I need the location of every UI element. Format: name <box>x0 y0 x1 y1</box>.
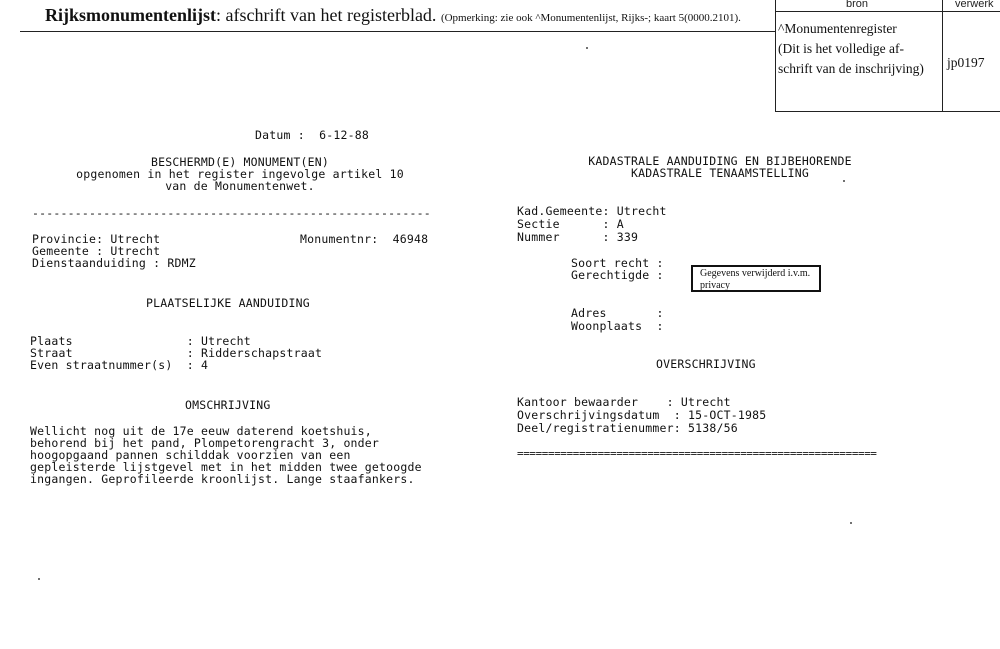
gerechtigde-line: Gerechtigde : <box>571 268 664 282</box>
scan-speck <box>38 578 40 580</box>
straatnummer-line: Even straatnummer(s) : 4 <box>30 358 209 372</box>
datum-line: Datum : 6-12-88 <box>255 128 369 142</box>
straat-line: Straat : Ridderschapstraat <box>30 346 323 360</box>
document-title <box>45 5 741 26</box>
bron-line-3: schrift van de inschrijving) <box>778 61 924 76</box>
monumentnr-line: Monumentnr: 46948 <box>300 232 429 246</box>
verwerk-code: jp0197 <box>947 55 985 70</box>
overschrijving-heading: OVERSCHRIJVING <box>656 357 756 371</box>
gemeente-line: Gemeente : Utrecht <box>32 244 161 258</box>
plaatselijke-heading: PLAATSELIJKE AANDUIDING <box>146 296 310 310</box>
bron-line-1: ^Monumentenregister <box>778 21 897 36</box>
dash-separator: -------------------------------------------------------- <box>32 206 431 220</box>
sectie-line: Sectie : A <box>517 217 624 231</box>
plaats-line: Plaats : Utrecht <box>30 334 251 348</box>
bron-text <box>778 19 924 79</box>
soort-recht-line: Soort recht : <box>571 256 664 270</box>
kadastrale-heading-1: KADASTRALE AANDUIDING EN BIJBEHORENDE <box>588 154 852 168</box>
nummer-line: Nummer : 339 <box>517 230 639 244</box>
registratienummer-line: Deel/registratienummer: 5138/56 <box>517 421 738 435</box>
monument-heading-1: BESCHERMD(E) MONUMENT(EN) <box>150 155 330 169</box>
kadastrale-heading-2: KADASTRALE TENAAMSTELLING <box>630 166 810 180</box>
description-line-5: ingangen. Geprofileerde kroonlijst. Lange staafankers. <box>30 472 415 486</box>
bron-column-border <box>775 0 776 112</box>
description-line-4: gepleisterde lijstgevel met in het midden twee getoogde <box>30 460 422 474</box>
scan-speck <box>586 47 588 49</box>
privacy-redaction-box: Gegevens verwijderd i.v.m. privacy <box>691 265 821 292</box>
title-bold: Rijksmonumentenlijst <box>45 5 217 25</box>
title-note: (Opmerking: zie ook ^Monumentenlijst, Rijks-; kaart 5(0000.2101). <box>440 12 741 24</box>
kad-gemeente-line: Kad.Gemeente: Utrecht <box>517 204 667 218</box>
overschrijvingsdatum-line: Overschrijvingsdatum : 15-OCT-1985 <box>517 408 767 422</box>
monument-heading-2: opgenomen in het register ingevolge artikel 10 <box>76 167 404 181</box>
adres-line: Adres : <box>571 306 664 320</box>
monument-heading-3: van de Monumentenwet. <box>165 179 315 193</box>
column-header-rule <box>775 11 1000 12</box>
title-rest: : afschrift van het registerblad. <box>216 5 437 25</box>
dienstaanduiding-line: Dienstaanduiding : RDMZ <box>32 256 196 270</box>
woonplaats-line: Woonplaats : <box>571 319 664 333</box>
verwerk-column-border <box>942 0 943 112</box>
description-line-3: hoogopgaand pannen schilddak voorzien van een <box>30 448 351 462</box>
omschrijving-heading: OMSCHRIJVING <box>185 398 271 412</box>
verwerk-column-header: verwerk <box>955 0 994 10</box>
description-line-2: behorend bij het pand, Plompetorengracht 3, onder <box>30 436 380 450</box>
provincie-line: Provincie: Utrecht <box>32 232 161 246</box>
scan-speck <box>843 180 845 182</box>
bron-line-2: (Dit is het volledige af- <box>778 41 904 56</box>
header-rule <box>20 31 775 32</box>
header-box-bottom <box>775 111 1000 112</box>
bron-column-header: bron <box>846 0 869 10</box>
equals-separator: ========================================================== <box>517 447 877 460</box>
description-line-1: Wellicht nog uit de 17e eeuw daterend koetshuis, <box>30 424 372 438</box>
scan-speck <box>850 522 852 524</box>
kantoor-bewaarder-line: Kantoor bewaarder : Utrecht <box>517 395 731 409</box>
